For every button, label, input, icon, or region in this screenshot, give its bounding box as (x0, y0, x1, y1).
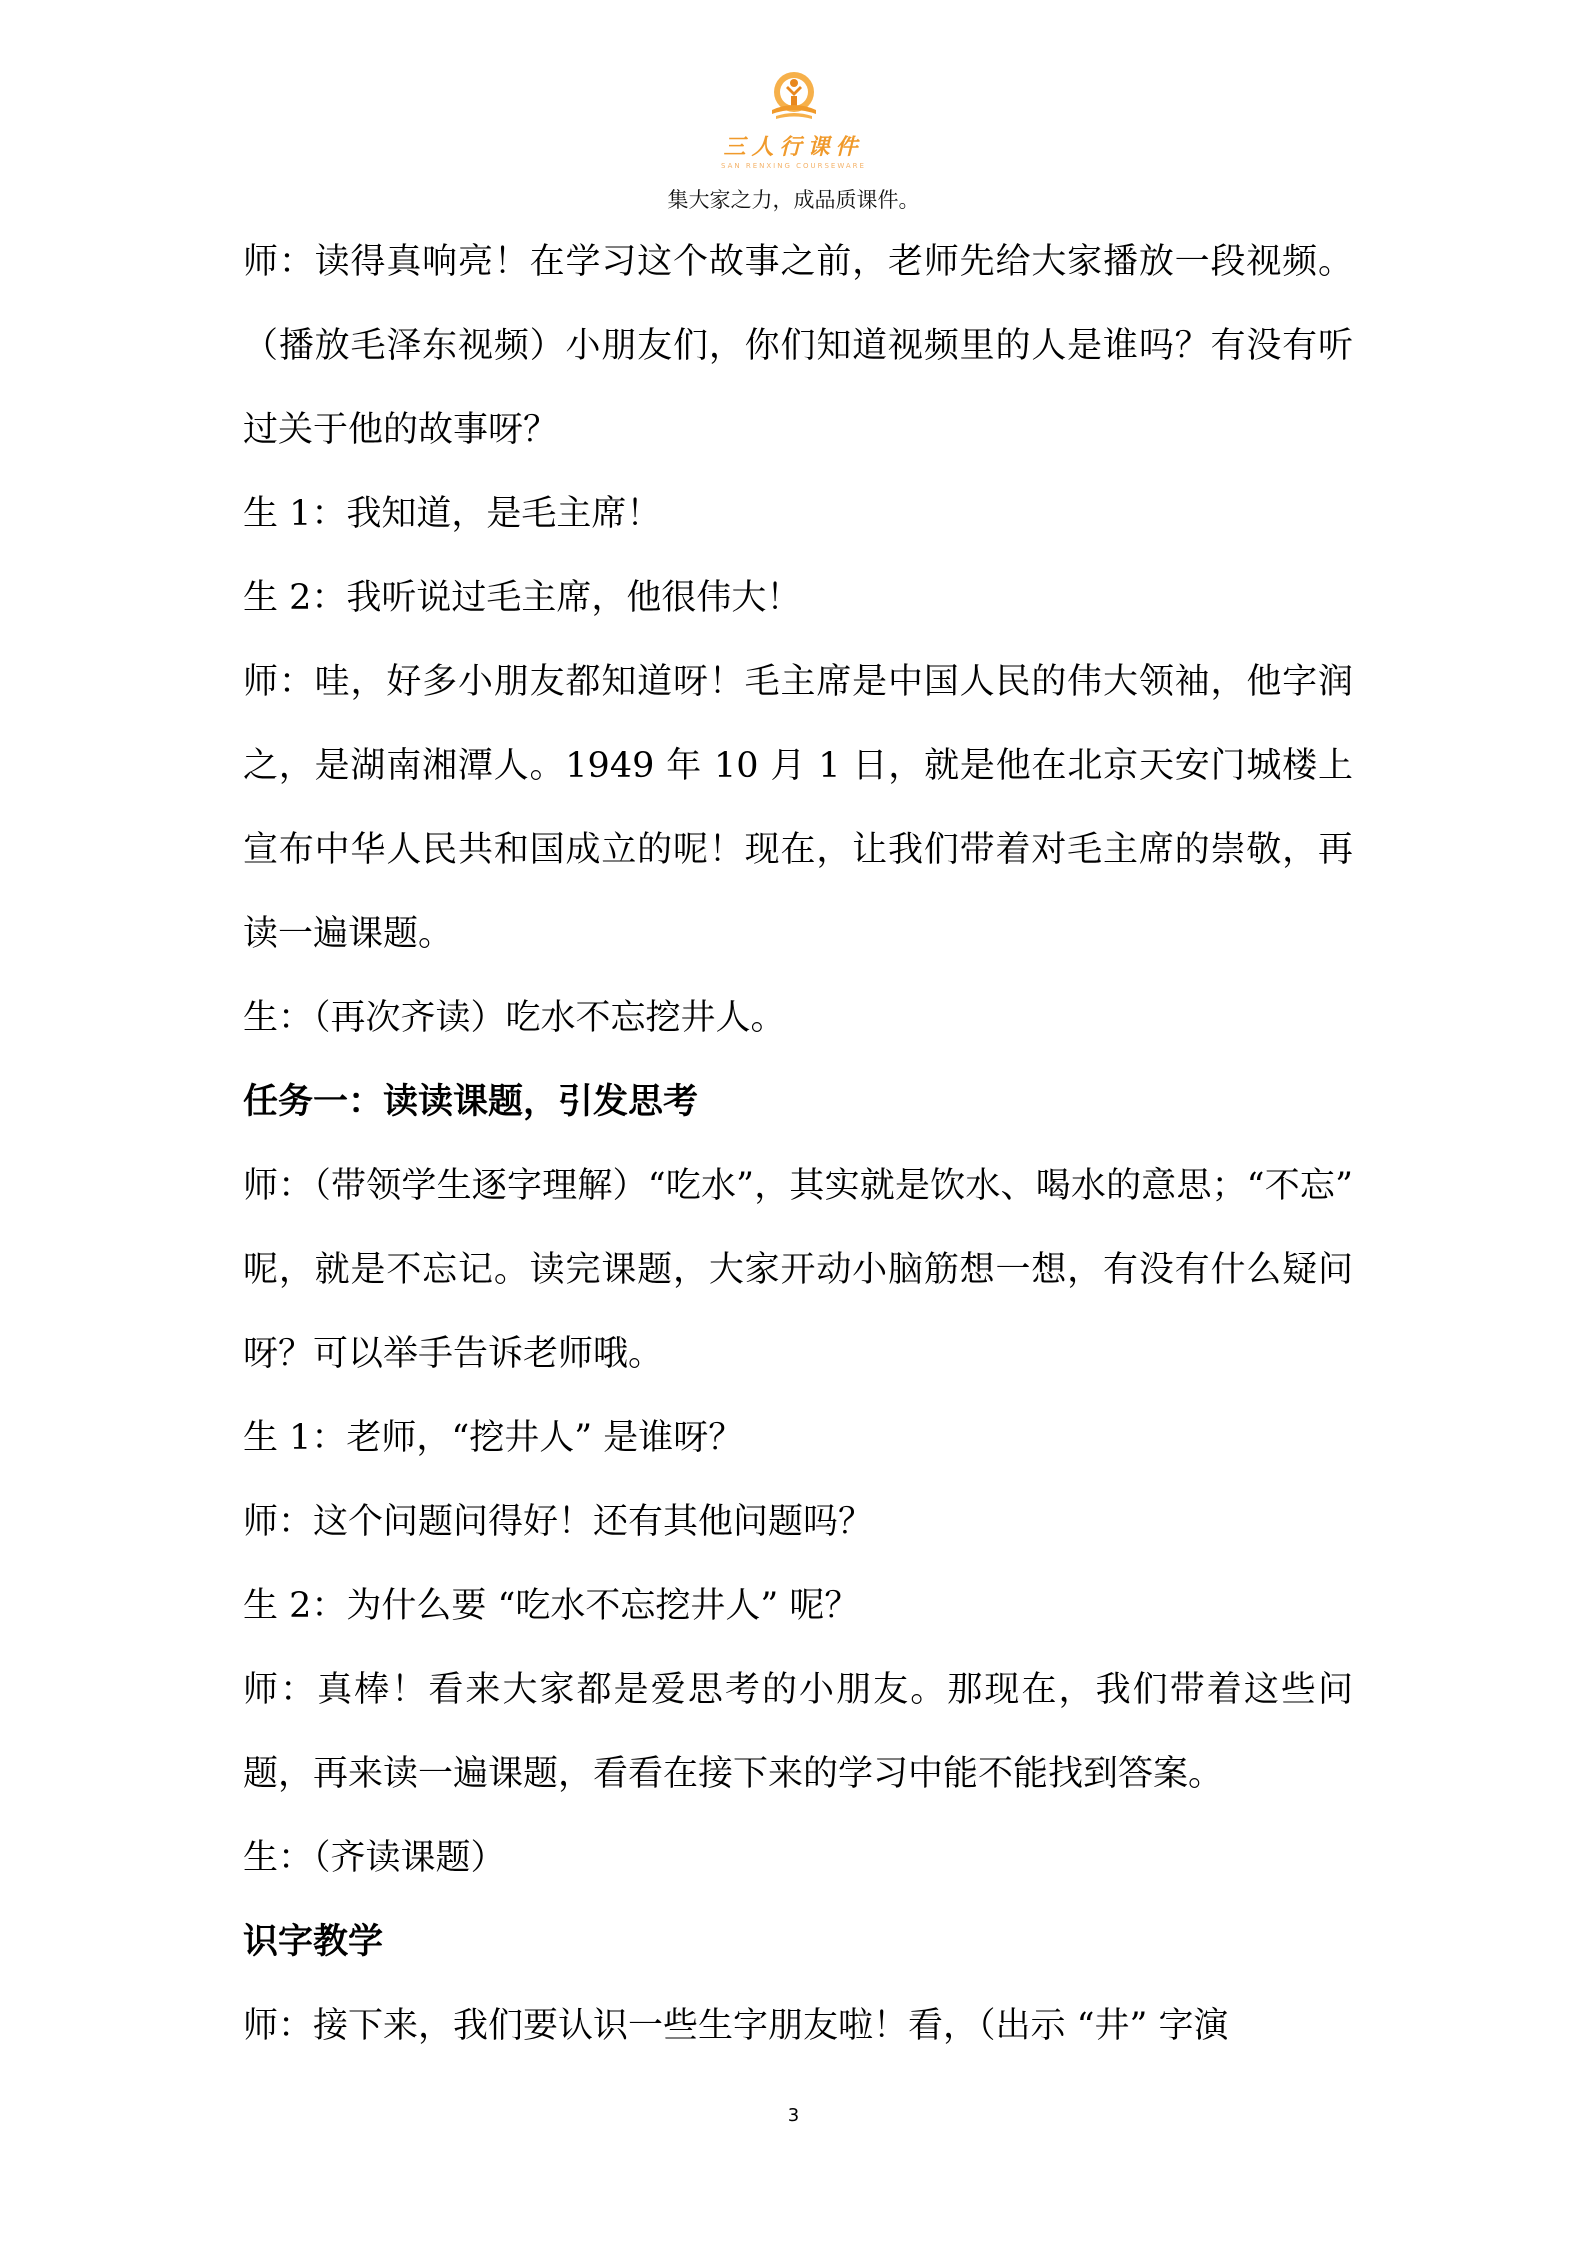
document-body (243, 220, 1353, 2068)
people-sun-logo-icon (764, 70, 824, 126)
slogan: 集大家之力，成品质课件。 (667, 188, 920, 212)
paragraph: 师：哇，好多小朋友都知道呀！毛主席是中国人民的伟大领袖，他字润之，是湖南湘潭人。1949 年 10 月 1 日，就是他在北京天安门城楼上宣布中华人民共和国成立的呢！现在，让我们带着对毛主席的崇敬，再读一遍课题。 (243, 662, 1353, 954)
brand-subtitle: SAN RENXING COURSEWARE (721, 162, 866, 170)
page-header (0, 70, 1587, 214)
paragraph: 生 2：我听说过毛主席，他很伟大！ (243, 578, 802, 618)
paragraph: 生 1：老师，“挖井人” 是谁呀？ (243, 1418, 744, 1458)
paragraph: 生 1：我知道，是毛主席！ (243, 494, 662, 534)
paragraph: 师：这个问题问得好！还有其他问题吗？ (243, 1502, 874, 1542)
page-number: 3 (787, 2105, 800, 2126)
brand-name: 三人行课件 (723, 134, 864, 160)
paragraph: 生：（再次齐读）吃水不忘挖井人。 (243, 998, 786, 1038)
paragraph: 生：（齐读课题） (243, 1838, 506, 1878)
section-heading: 任务一：读读课题，引发思考 (243, 1082, 699, 1122)
paragraph: 师：接下来，我们要认识一些生字朋友啦！看，（出示 “井” 字演 (243, 2006, 1229, 2046)
paragraph: 生 2：为什么要 “吃水不忘挖井人” 呢？ (243, 1586, 860, 1626)
paragraph: 师：（带领学生逐字理解）“吃水”，其实就是饮水、喝水的意思；“不忘” 呢，就是不忘记。读完课题，大家开动小脑筋想一想，有没有什么疑问呀？可以举手告诉老师哦。 (243, 1166, 1353, 1374)
paragraph: 师：读得真响亮！在学习这个故事之前，老师先给大家播放一段视频。（播放毛泽东视频）小朋友们，你们知道视频里的人是谁吗？有没有听过关于他的故事呀？ (243, 242, 1353, 450)
paragraph: 师：真棒！看来大家都是爱思考的小朋友。那现在，我们带着这些问题，再来读一遍课题，看看在接下来的学习中能不能找到答案。 (243, 1670, 1353, 1794)
section-heading: 识字教学 (243, 1922, 384, 1962)
